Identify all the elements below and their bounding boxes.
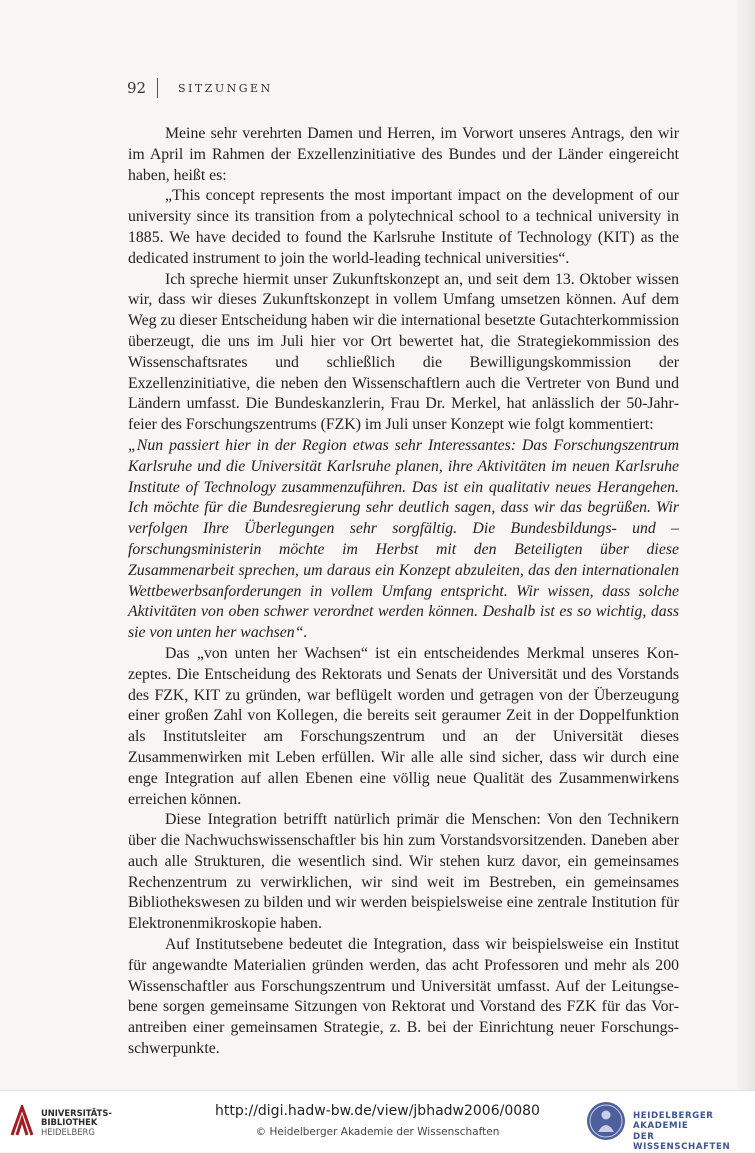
paragraph: Das „von unten her Wachsen“ ist ein entscheidendes Merkmal unseres Konzeptes. Die Entscheidung des Rektorats und Senats der Universität und des Vorstands des FZK, KIT zu gründen, war beflügelt worden und getragen von der Überzeugung einer großen Zahl von Kollegen, die bereits seit geraumer Zeit in der Doppelfunktion als Institutsleiter am Forschungszentrum und an der Universität dieses Zusammenwirken mit Leben erfüllen. Wir alle alle sind sicher, dass wir durch eine enge Integration auf allen Ebenen eine völlig neue Qualität des Zusammenwirkens erreichen können. xyxy=(128,644,679,808)
library-name-line: UNIVERSITÄTS- xyxy=(41,1108,112,1118)
library-name-line: BIBLIOTHEK xyxy=(41,1117,98,1128)
viewer-footer xyxy=(0,1090,755,1152)
english-quote-paragraph: „This concept represents the most important impact on the development of our university since its transition from a polytechnical school to a technical university in 1885. We have decided to found the Karlsruhe Institute of Technology (KIT) as the dedicated instrument to join the world-leading technical universities“. xyxy=(128,187,679,267)
permalink-url[interactable]: http://digi.hadw-bw.de/view/jbhadw2006/0080 xyxy=(215,1103,540,1119)
copyright-notice: © Heidelberger Akademie der Wissenschaften xyxy=(255,1126,500,1138)
seal-figure-icon xyxy=(587,1102,625,1140)
hadw-seal-icon xyxy=(587,1102,625,1140)
academy-name-line: DER WISSENSCHAFTEN xyxy=(633,1131,731,1153)
facing-page-bleed xyxy=(737,0,755,1090)
paragraph: Diese Integration betrifft natürlich primär die Menschen: Von den Technikern über die Nachwuchswissenschaftler bis hin zum Vorstandsvorsitzenden. Daneben aber auch alle Strukturen, die wesentlich sind. Wir stehen kurz davor, ein gemeinsames Rechenzentrum zu verwirklichen, wir sind weit im Bestreben, ein gemeinsames Bibliothekswesen zu bilden und wir werden beispielsweise eine zentrale Institution für Elektronenmikroskopie haben. xyxy=(128,811,679,933)
paragraph: Ich spreche hiermit unser Zukunftskonzept an, und seit dem 13. Oktober wissen wir, dass wir dieses Zukunftskonzept in vollem Umfang umsetzen können. Auf dem Weg zu dieser Entscheidung haben wir die international besetzte Gutachterkommission überzeugt, die uns im Juli hier vor Ort bewertet hat, die Strategiekommission des Wissenschaftsrates und schließlich die Bewilligungskommission der Exzellenzinitiative, die neben den Wissenschaftlern auch die Vertreter von Bund und Ländern umfasst. Die Bundeskanzlerin, Frau Dr. Merkel, hat anlässlich der 50-Jahrfeier des Forschungszentrums (FZK) im Juli unser Konzept wie folgt kommentiert: xyxy=(128,270,680,434)
body-text xyxy=(128,124,679,1060)
library-name-line: HEIDELBERG xyxy=(41,1126,95,1137)
merkel-quote-paragraph: „Nun passiert hier in der Region etwas sehr Interessantes: Das Forschungszentrum Karlsruhe und die Universität Karlsruhe planen, ihre Aktivitäten im neuen Karlsruhe Institute of Technology zusammenzuführen. Das ist ein qualitativ neues Herangehen. Ich möchte für die Bundesregierung sehr deutlich sagen, dass wir das begrüßen. Wir verfolgen Ihre Überlegungen sehr sorgfältig. Die Bundesbildungs- und –forschungsministerin möchte im Herbst mit den Beteiligten über diese Zusammenarbeit sprechen, um daraus ein Konzept abzuleiten, das den internationalen Wettbewerbsanforderungen in vollem Umfang entspricht. Wir wissen, dass solche Aktivitäten von oben schwer verordnet werden können. Deshalb ist es so wichtig, dass sie von unten her wachsen“. xyxy=(128,436,679,642)
academy-name xyxy=(633,1111,755,1153)
academy-name-line: HEIDELBERGER AKADEMIE xyxy=(633,1111,714,1132)
running-header xyxy=(127,78,273,98)
paragraph: Meine sehr verehrten Damen und Herren, im Vorwort unseres Antrags, den wir im April im Rahmen der Exzellenzinitiative des Bundes und der Länder eingereicht haben, heißt es: xyxy=(128,125,679,184)
paragraph: Auf Institutsebene bedeutet die Integration, dass wir beispielsweise ein Institut für angewandte Materialien gründen werden, das acht Professoren und mehr als 200 Wissenschaftler aus Forschungszentrum und Universität umfasst. Auf der Leitungsebene sorgen gemeinsame Sitzungen von Rektorat und Vorstand des FZK für das Vorantreiben einer gemeinsamen Strategie, z. B. bei der Einrichtung neuer Forschungsschwerpunkte. xyxy=(128,936,679,1058)
header-divider xyxy=(157,78,158,98)
section-title: SITZUNGEN xyxy=(178,81,273,95)
page-number: 92 xyxy=(127,79,147,97)
